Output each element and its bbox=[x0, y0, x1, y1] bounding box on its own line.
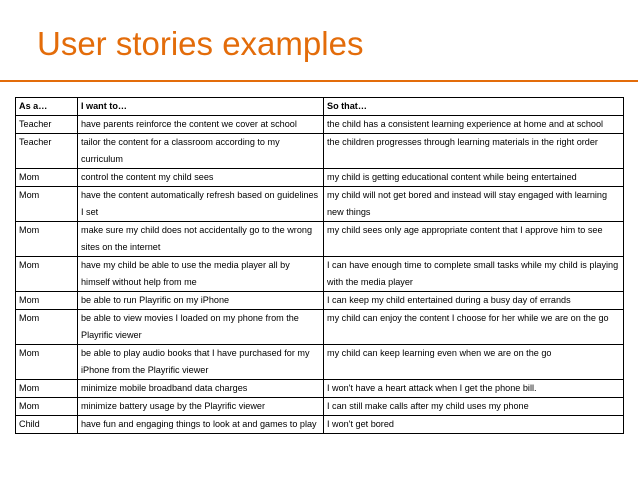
benefit-cell: my child will not get bored and instead will stay engaged with learning new things bbox=[324, 187, 624, 222]
table-row bbox=[16, 292, 624, 310]
table-row bbox=[16, 187, 624, 222]
benefit-cell: the child has a consistent learning experience at home and at school bbox=[324, 116, 624, 134]
column-header-benefit: So that… bbox=[324, 98, 624, 116]
want-cell: have my child be able to use the media player all by himself without help from me bbox=[78, 257, 324, 292]
want-cell: have parents reinforce the content we cover at school bbox=[78, 116, 324, 134]
benefit-cell: my child is getting educational content while being entertained bbox=[324, 169, 624, 187]
want-cell: be able to play audio books that I have purchased for my iPhone from the Playrific viewer bbox=[78, 345, 324, 380]
want-cell: minimize mobile broadband data charges bbox=[78, 380, 324, 398]
benefit-cell: the children progresses through learning materials in the right order bbox=[324, 134, 624, 169]
want-cell: be able to run Playrific on my iPhone bbox=[78, 292, 324, 310]
benefit-cell: I won't get bored bbox=[324, 416, 624, 434]
want-cell: be able to view movies I loaded on my phone from the Playrific viewer bbox=[78, 310, 324, 345]
role-cell: Teacher bbox=[16, 134, 78, 169]
table-header-row bbox=[16, 98, 624, 116]
benefit-cell: I won't have a heart attack when I get the phone bill. bbox=[324, 380, 624, 398]
benefit-cell: my child can enjoy the content I choose for her while we are on the go bbox=[324, 310, 624, 345]
role-cell: Mom bbox=[16, 169, 78, 187]
user-stories-table bbox=[15, 97, 624, 434]
benefit-cell: I can keep my child entertained during a busy day of errands bbox=[324, 292, 624, 310]
want-cell: control the content my child sees bbox=[78, 169, 324, 187]
want-cell: minimize battery usage by the Playrific viewer bbox=[78, 398, 324, 416]
benefit-cell: my child sees only age appropriate content that I approve him to see bbox=[324, 222, 624, 257]
table-row bbox=[16, 134, 624, 169]
table-row bbox=[16, 222, 624, 257]
benefit-cell: my child can keep learning even when we are on the go bbox=[324, 345, 624, 380]
want-cell: tailor the content for a classroom according to my curriculum bbox=[78, 134, 324, 169]
benefit-cell: I can still make calls after my child uses my phone bbox=[324, 398, 624, 416]
want-cell: have fun and engaging things to look at and games to play bbox=[78, 416, 324, 434]
role-cell: Mom bbox=[16, 345, 78, 380]
benefit-cell: I can have enough time to complete small tasks while my child is playing with the media player bbox=[324, 257, 624, 292]
title-divider bbox=[0, 80, 638, 82]
table-row bbox=[16, 116, 624, 134]
role-cell: Mom bbox=[16, 380, 78, 398]
table-row bbox=[16, 398, 624, 416]
slide-title: User stories examples bbox=[37, 25, 364, 62]
table-row bbox=[16, 416, 624, 434]
role-cell: Mom bbox=[16, 222, 78, 257]
want-cell: make sure my child does not accidentally go to the wrong sites on the internet bbox=[78, 222, 324, 257]
table-row bbox=[16, 257, 624, 292]
role-cell: Mom bbox=[16, 292, 78, 310]
role-cell: Teacher bbox=[16, 116, 78, 134]
role-cell: Mom bbox=[16, 398, 78, 416]
column-header-want: I want to… bbox=[78, 98, 324, 116]
role-cell: Mom bbox=[16, 257, 78, 292]
table-row bbox=[16, 345, 624, 380]
column-header-role: As a… bbox=[16, 98, 78, 116]
want-cell: have the content automatically refresh based on guidelines I set bbox=[78, 187, 324, 222]
role-cell: Mom bbox=[16, 310, 78, 345]
role-cell: Mom bbox=[16, 187, 78, 222]
role-cell: Child bbox=[16, 416, 78, 434]
table-row bbox=[16, 169, 624, 187]
table-row bbox=[16, 310, 624, 345]
table-row bbox=[16, 380, 624, 398]
